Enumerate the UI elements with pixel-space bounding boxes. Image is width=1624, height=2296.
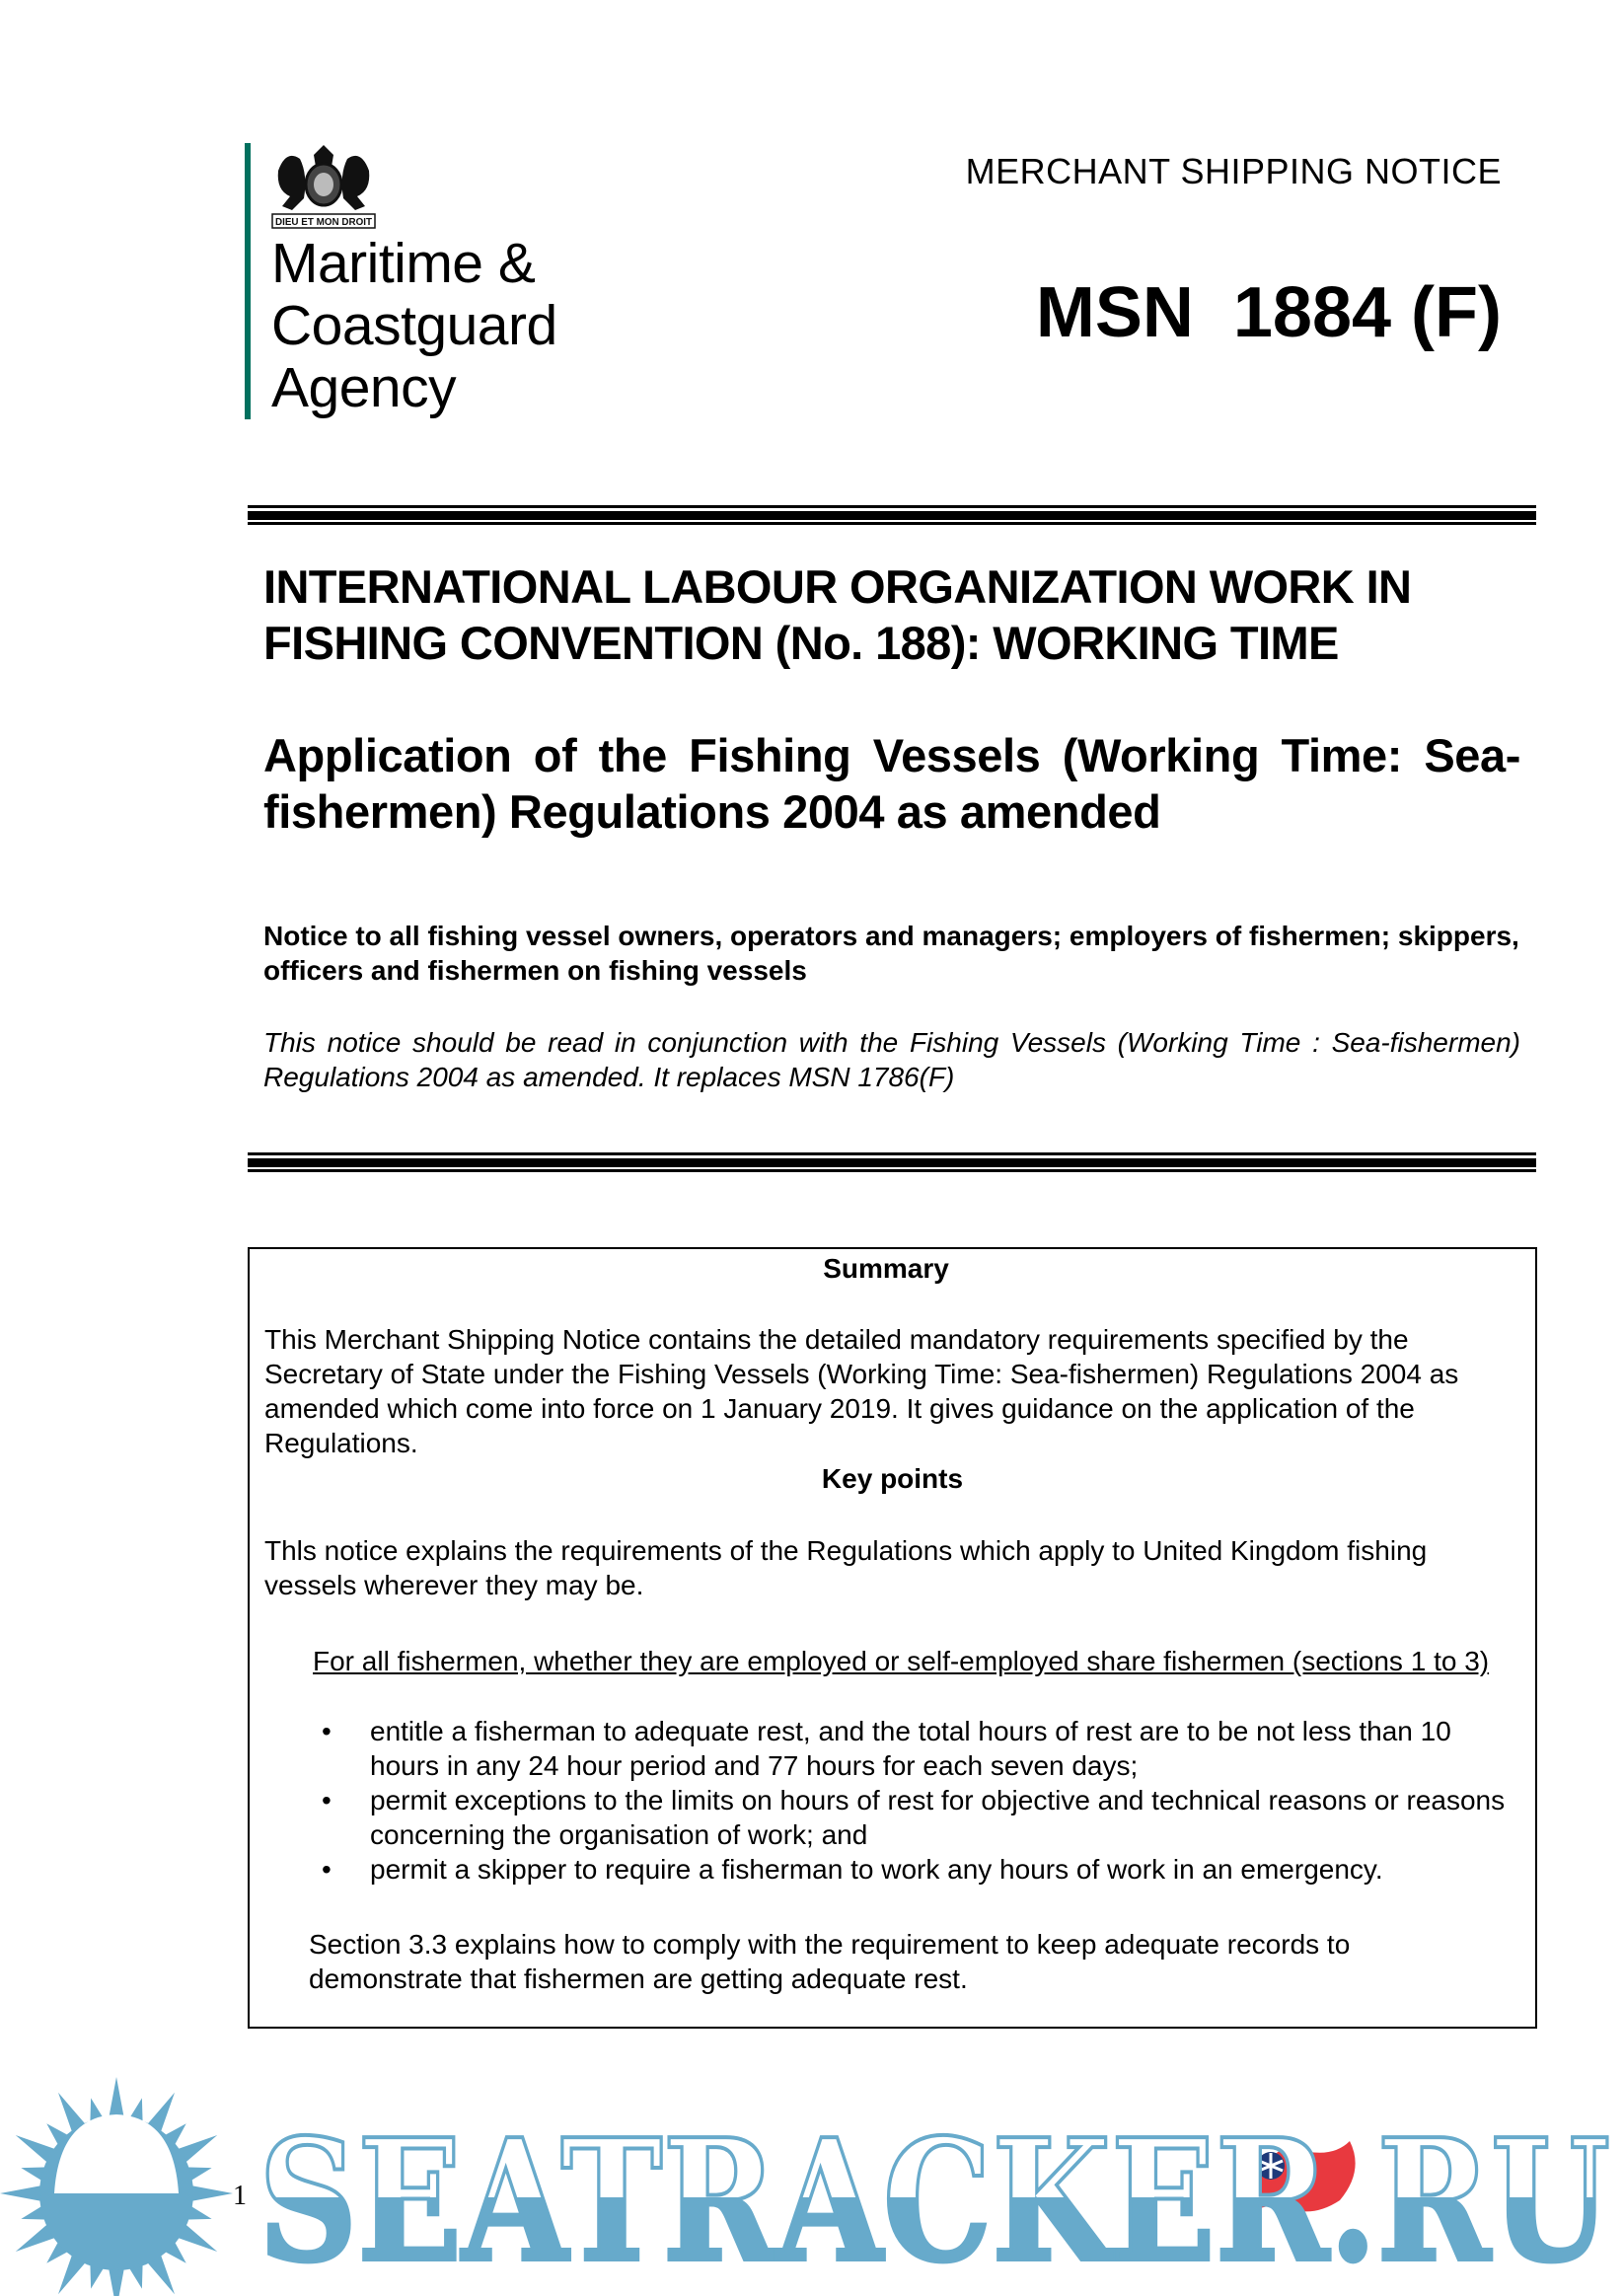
- bullet-icon: •: [322, 1785, 332, 1815]
- summary-heading: Summary: [823, 1253, 949, 1284]
- crest-motto: DIEU ET MON DROIT: [275, 217, 372, 228]
- divider-rule: [248, 505, 1536, 525]
- watermark-logo: [255, 2111, 1616, 2269]
- watermark-text: SEATRACKER.RU: [258, 2111, 1610, 2269]
- summary-text: This Merchant Shipping Notice contains the detailed mandatory requirements specified by the Secretary of State under the Fishing Vessels (Working Time: Sea-fishermen) Regulations 2004 as amended which come into force on 1 January 2019. It gives guidance on the application of the Regulations.: [264, 1324, 1459, 1458]
- brand-bar: [245, 143, 251, 419]
- bullet-icon: •: [322, 1854, 332, 1885]
- document-subtitle: Application of the Fishing Vessels (Working Time: Sea-fishermen) Regulations 2004 as amended: [263, 729, 1520, 838]
- agency-name-line: Maritime &: [271, 232, 536, 295]
- sun-logo-icon: [0, 2077, 242, 2296]
- list-item-text: entitle a fisherman to adequate rest, and the total hours of rest are to be not less than 10 hours in any 24 hour period and 77 hours for each seven days;: [370, 1716, 1451, 1781]
- key-points-list: [322, 1714, 1515, 1887]
- audience-statement: Notice to all fishing vessel owners, operators and managers; employers of fishermen; skippers, officers and fishermen on fishing vessels: [263, 921, 1519, 986]
- notice-number: MSN 1884 (F): [1035, 273, 1502, 352]
- agency-name-line: Coastguard: [271, 294, 557, 357]
- divider-rule: [248, 1152, 1536, 1172]
- key-points-heading: Key points: [821, 1463, 964, 1494]
- list-item: [322, 1714, 1515, 1783]
- bullet-icon: •: [322, 1716, 332, 1746]
- closing-text: Section 3.3 explains how to comply with the requirement to keep adequate records to demonstrate that fishermen are getting adequate rest.: [309, 1929, 1351, 1994]
- list-item: [322, 1783, 1515, 1852]
- agency-name: [271, 233, 557, 419]
- agency-name-line: Agency: [271, 356, 457, 419]
- royal-crest-icon: [268, 141, 379, 232]
- document-title: [263, 558, 1520, 671]
- page-number: 1: [233, 2181, 247, 2211]
- list-item: [322, 1852, 1515, 1887]
- title-line: INTERNATIONAL LABOUR ORGANIZATION WORK IN: [263, 560, 1412, 613]
- list-item-text: permit exceptions to the limits on hours of rest for objective and technical reasons or reasons concerning the organisation of work; and: [370, 1785, 1506, 1850]
- notice-type: MERCHANT SHIPPING NOTICE: [965, 151, 1502, 191]
- key-points-intro: Thls notice explains the requirements of the Regulations which apply to United Kingdom fishing vessels wherever they may be.: [264, 1535, 1428, 1600]
- list-item-text: permit a skipper to require a fisherman to work any hours of work in an emergency.: [370, 1854, 1383, 1885]
- read-with-statement: This notice should be read in conjunction with the Fishing Vessels (Working Time : Sea-fishermen) Regulations 2004 as amended. It replaces MSN 1786(F): [263, 1027, 1520, 1092]
- title-line: FISHING CONVENTION (No. 188): WORKING TIME: [263, 617, 1339, 669]
- key-points-subheading: For all fishermen, whether they are employed or self-employed share fishermen (sections 1 to 3): [313, 1646, 1490, 1676]
- summary-box: [248, 1247, 1537, 2029]
